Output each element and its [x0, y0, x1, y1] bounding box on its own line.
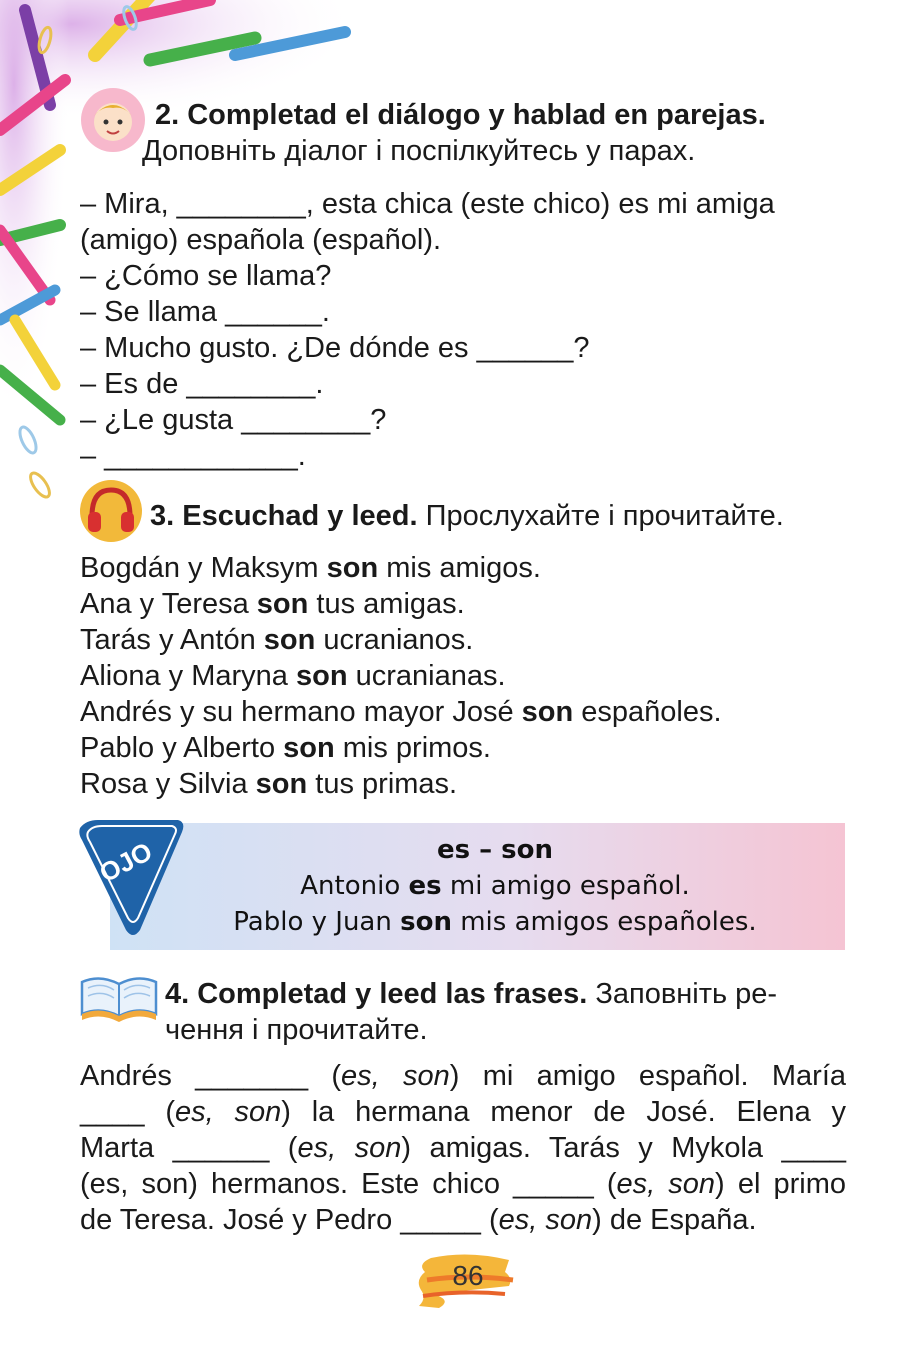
task4-title-bold: 4. Completad y leed las frases.	[165, 978, 588, 1010]
task2-title	[155, 97, 766, 133]
reading-bold-verb: son	[521, 696, 574, 728]
exercise-options: es, son	[616, 1168, 716, 1200]
reading-line	[80, 694, 846, 730]
reading-text: tus amigas.	[308, 588, 465, 620]
reading-text: mis primos.	[334, 732, 491, 764]
reading-bold-verb: son	[296, 660, 348, 692]
reading-text: ucranianos.	[315, 624, 474, 656]
reading-bold-verb: son	[326, 552, 379, 584]
ojo-text: mi amigo español.	[441, 871, 690, 901]
exercise-text: ) la hermana menor de José. Elena y	[281, 1096, 846, 1128]
task3-title-bold: 3. Escuchad y leed.	[150, 500, 418, 532]
dialogue-line: – Se llama ______.	[80, 296, 330, 328]
reading-text: Aliona y Maryna	[80, 660, 296, 692]
task2-dialogue	[80, 186, 846, 474]
reading-line	[80, 766, 846, 802]
reading-text: Bogdán y Maksym	[80, 552, 327, 584]
reading-bold-verb: son	[255, 768, 308, 800]
reading-line	[80, 730, 846, 766]
headphones-icon	[78, 478, 144, 544]
task2-subtitle: Доповніть діалог і поспілкуйтесь у парах.	[142, 135, 696, 167]
ojo-text: Pablo y Juan	[233, 907, 401, 937]
task2-title-bold: 2. Completad el diálogo y hablad en parejas.	[155, 99, 766, 131]
exercise-options: es, son	[498, 1204, 593, 1236]
exercise-options: es, son	[341, 1060, 450, 1092]
reading-bold-verb: son	[263, 624, 316, 656]
ojo-example-2	[160, 904, 830, 940]
exercise-text: ) de España.	[592, 1204, 757, 1236]
exercise-text: ) amigas. Tarás y Mykola ____	[401, 1132, 847, 1164]
dialogue-line: (amigo) española (español).	[80, 224, 442, 256]
ojo-heading: es – son	[436, 835, 554, 865]
reading-text: españoles.	[573, 696, 722, 728]
dialogue-line: – Mira, ________, esta chica (este chico) es mi amiga	[80, 188, 775, 220]
exercise-text: ) el primo	[715, 1168, 847, 1200]
ojo-example-1	[160, 868, 830, 904]
reading-line	[80, 658, 846, 694]
task3-title	[150, 498, 784, 534]
ojo-text: mis amigos españoles.	[451, 907, 757, 937]
task3-text	[80, 550, 846, 802]
ojo-text: Antonio	[300, 871, 409, 901]
exercise-text: (es, son) hermanos. Este chico _____ (	[80, 1168, 617, 1200]
reading-bold-verb: son	[256, 588, 309, 620]
ojo-bold-verb: son	[400, 907, 452, 937]
exercise-text: de Teresa. José y Pedro _____ (	[80, 1204, 499, 1236]
reading-line	[80, 550, 846, 586]
reading-bold-verb: son	[283, 732, 335, 764]
dialogue-line: – ¿Le gusta ________?	[80, 404, 387, 436]
reading-text: Tarás y Antón	[80, 624, 264, 656]
ojo-bold-verb: es	[408, 871, 442, 901]
ojo-note-text	[160, 832, 830, 940]
reading-text: Rosa y Silvia	[80, 768, 256, 800]
exercise-text: Andrés _______ (	[80, 1060, 342, 1092]
task4-title-line2: чення і прочитайте.	[165, 1014, 428, 1046]
exercise-text: ) mi amigo español. María	[449, 1060, 847, 1092]
reading-line	[80, 622, 846, 658]
reading-text: Ana y Teresa	[80, 588, 257, 620]
exercise-line	[80, 1202, 846, 1238]
exercise-text: ____ (	[80, 1096, 175, 1128]
dialogue-line: – Es de ________.	[80, 368, 324, 400]
exercise-line	[80, 1166, 846, 1202]
girl-face-icon	[78, 86, 148, 154]
reading-text: tus primas.	[307, 768, 458, 800]
exercise-line	[80, 1094, 846, 1130]
reading-text: Andrés y su hermano mayor José	[80, 696, 522, 728]
dialogue-line: – ¿Cómo se llama?	[80, 260, 332, 292]
task3-title-rest: Прослухайте і прочитайте.	[417, 500, 784, 532]
reading-line	[80, 586, 846, 622]
exercise-options: es, son	[297, 1132, 402, 1164]
reading-text: mis amigos.	[378, 552, 541, 584]
page-number-text: 86	[452, 1260, 484, 1291]
ojo-badge-text: OJO	[94, 835, 158, 889]
reading-text: ucranianas.	[347, 660, 506, 692]
task4-title	[165, 976, 845, 1012]
dialogue-line: – Mucho gusto. ¿De dónde es ______?	[80, 332, 590, 364]
open-book-icon	[78, 968, 160, 1024]
task4-text	[80, 1058, 846, 1238]
exercise-line	[80, 1130, 846, 1166]
task4-title-rest: Заповніть ре-	[587, 978, 778, 1010]
exercise-line	[80, 1058, 846, 1094]
reading-text: Pablo y Alberto	[80, 732, 284, 764]
exercise-text: Marta ______ (	[80, 1132, 298, 1164]
dialogue-line: – ____________.	[80, 440, 306, 472]
exercise-options: es, son	[174, 1096, 282, 1128]
page-number	[413, 1250, 523, 1312]
